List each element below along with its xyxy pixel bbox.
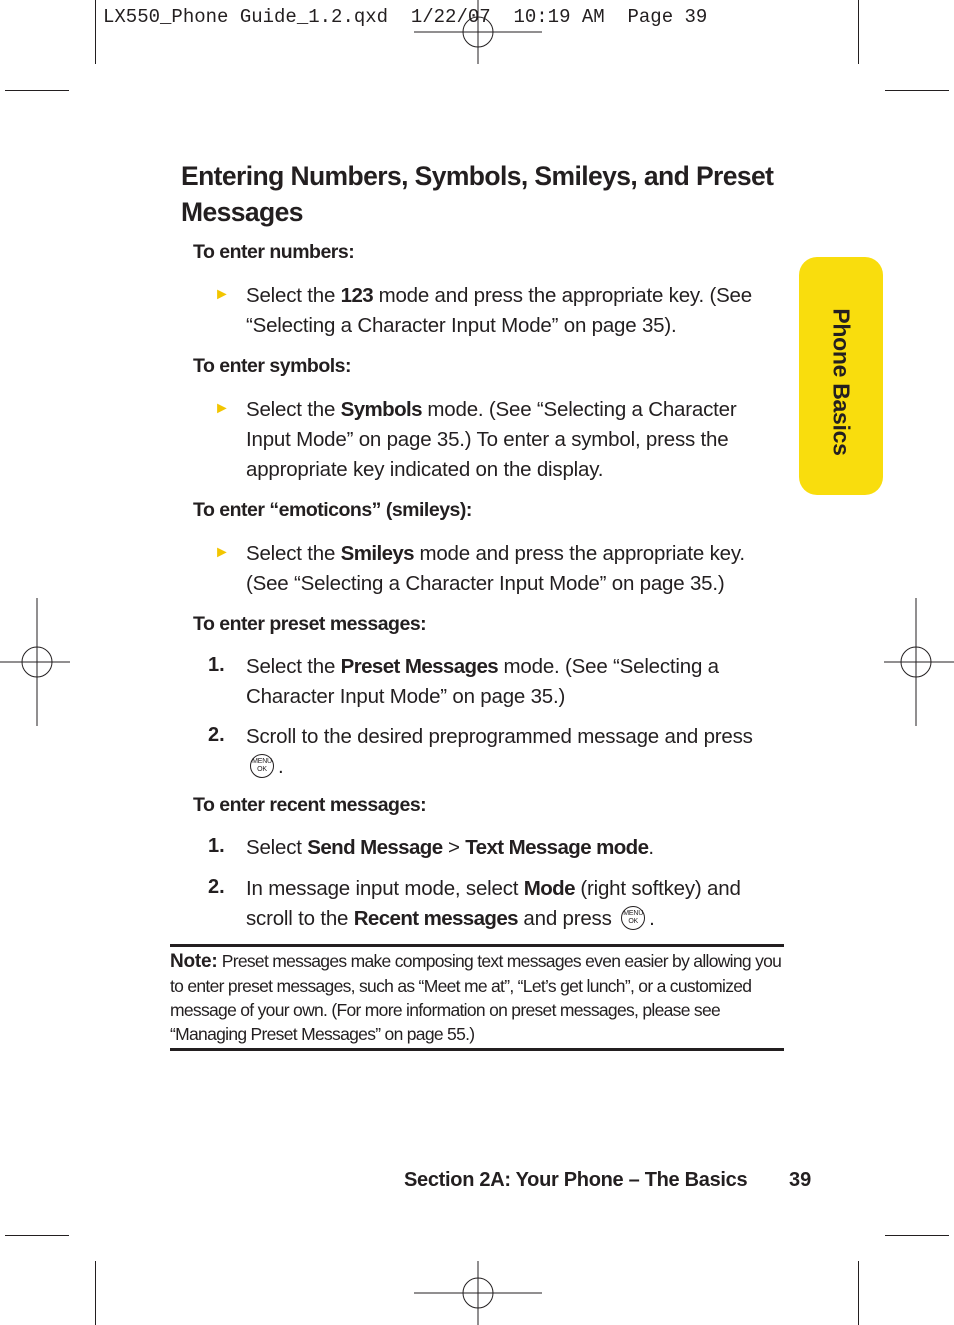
symbols-instruction: Select the Symbols mode. (See “Selecting a Character Input Mode” on page 35.) To enter a symbol, press the appropriate key indicated on the display.: [246, 398, 737, 481]
bullet-arrow-icon: ►: [214, 286, 230, 303]
footer-section-title: Section 2A: Your Phone – The Basics: [404, 1169, 748, 1191]
step-number: 1.: [208, 835, 225, 857]
section-tab-label: Phone Basics: [828, 308, 855, 456]
heading-symbols: To enter symbols:: [193, 355, 352, 377]
menu-ok-key-icon: MENU OK: [621, 906, 645, 930]
step-number: 2.: [208, 724, 225, 746]
preset-step-2: Scroll to the desired preprogrammed message and press MENU OK .: [246, 725, 753, 778]
registration-mark-right: [884, 598, 954, 726]
heading-recent: To enter recent messages:: [193, 794, 427, 816]
note-top-rule: [170, 944, 784, 947]
note-text: Note: Preset messages make composing text messages even easier by allowing you to enter preset messages, such as “Meet me at”, “Let’s get lunch”, or a customized message of your own. (For more information on preset messages, please see “Managing Preset Messages” on page 55.): [170, 951, 782, 1044]
heading-smileys: To enter “emoticons” (smileys):: [193, 499, 472, 521]
numbers-instruction: Select the 123 mode and press the appropriate key. (See “Selecting a Character Input Mode” on page 35).: [246, 284, 752, 337]
page-number: 39: [789, 1169, 812, 1191]
note-bottom-rule: [170, 1048, 784, 1051]
smileys-instruction: Select the Smileys mode and press the appropriate key. (See “Selecting a Character Input Mode” on page 35.): [246, 542, 745, 595]
step-number: 2.: [208, 876, 225, 898]
bullet-arrow-icon: ►: [214, 544, 230, 561]
bullet-arrow-icon: ►: [214, 400, 230, 417]
page-title: Entering Numbers, Symbols, Smileys, and Preset Messages: [181, 161, 774, 227]
menu-ok-key-icon: MENU OK: [250, 754, 274, 778]
recent-step-1: Select Send Message > Text Message mode.: [246, 836, 654, 859]
print-slug: LX550_Phone Guide_1.2.qxd 1/22/07 10:19 AM Page 39: [103, 6, 708, 28]
registration-mark-top: [414, 0, 542, 64]
registration-mark-left: [0, 598, 70, 726]
heading-numbers: To enter numbers:: [193, 241, 355, 263]
step-number: 1.: [208, 654, 225, 676]
heading-preset: To enter preset messages:: [193, 613, 427, 635]
registration-mark-bottom: [414, 1261, 542, 1325]
preset-step-1: Select the Preset Messages mode. (See “Selecting a Character Input Mode” on page 35.): [246, 655, 719, 708]
recent-step-2: In message input mode, select Mode (right softkey) and scroll to the Recent messages and press MENU OK .: [246, 877, 741, 930]
